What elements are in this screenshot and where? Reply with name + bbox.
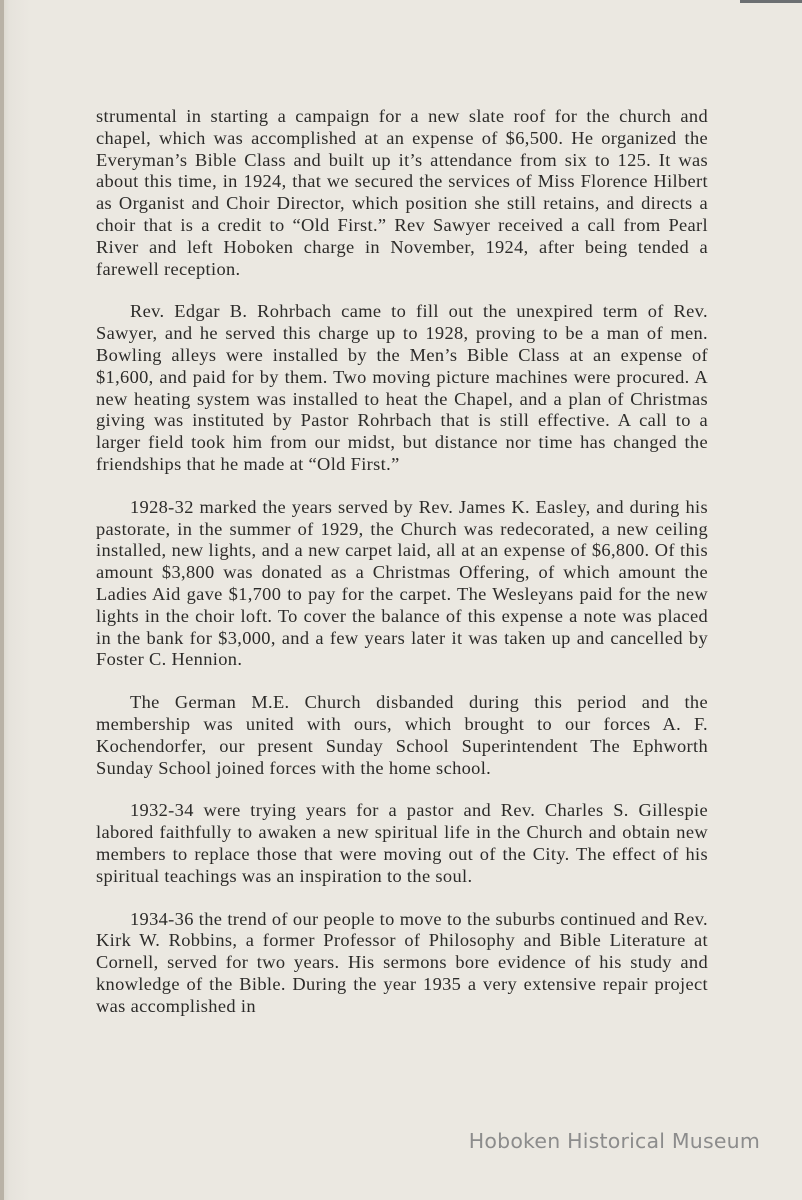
paragraph-continuation: strumental in starting a campaign for a new slate roof for the church and chapel, which was accomplished at an expense of $6,500. He organized the Everyman’s Bible Class and built up it’s attendance from six to 125. It was about this time, in 1924, that we secured the services of Miss Florence Hilbert as Organist and Choir Director, which position she still retains, and directs a choir that is a credit to “Old First.” Rev Sawyer received a call from Pearl River and left Hoboken charge in November, 1924, after being tended a farewell reception. [96, 106, 708, 279]
document-body [96, 106, 708, 1038]
paragraph-gillespie: 1932-34 were trying years for a pastor and Rev. Charles S. Gillespie labored faithfully to awaken a new spiritual life in the Church and obtain new members to replace those that were moving out of the City. The effect of his spiritual teachings was an inspiration to the soul. [96, 800, 708, 886]
page-top-edge [740, 0, 802, 3]
paragraph-german-me-church: The German M.E. Church disbanded during this period and the membership was united with ours, which brought to our forces A. F. Kochendorfer, our present Sunday School Superintendent The Ephworth Sunday School joined forces with the home school. [96, 692, 708, 778]
watermark-label: Hoboken Historical Museum [468, 1129, 760, 1153]
page-edge-shadow [0, 0, 4, 1200]
paragraph-robbins: 1934-36 the trend of our people to move to the suburbs continued and Rev. Kirk W. Robbins, a former Professor of Philosophy and Bible Literature at Cornell, served for two years. His sermons bore evidence of his study and knowledge of the Bible. During the year 1935 a very extensive repair project was accomplished in [96, 908, 708, 1016]
paragraph-easley: 1928-32 marked the years served by Rev. James K. Easley, and during his pastorate, in the summer of 1929, the Church was redecorated, a new ceiling installed, new lights, and a new carpet laid, all at an expense of $6,800. Of this amount $3,800 was donated as a Christmas Offering, of which amount the Ladies Aid gave $1,700 to pay for the carpet. The Wesleyans paid for the new lights in the choir loft. To cover the balance of this expense a note was placed in the bank for $3,000, and a few years later it was taken up and cancelled by Foster C. Hennion. [96, 496, 708, 670]
paragraph-rohrbach: Rev. Edgar B. Rohrbach came to fill out the unexpired term of Rev. Sawyer, and he served this charge up to 1928, proving to be a man of men. Bowling alleys were installed by the Men’s Bible Class at an expense of $1,600, and paid for by them. Two moving picture machines were procured. A new heating system was installed to heat the Chapel, and a plan of Christmas giving was instituted by Pastor Rohrbach that is still effective. A call to a larger field took him from our midst, but distance nor time has changed the friendships that he made at “Old First.” [96, 301, 708, 474]
